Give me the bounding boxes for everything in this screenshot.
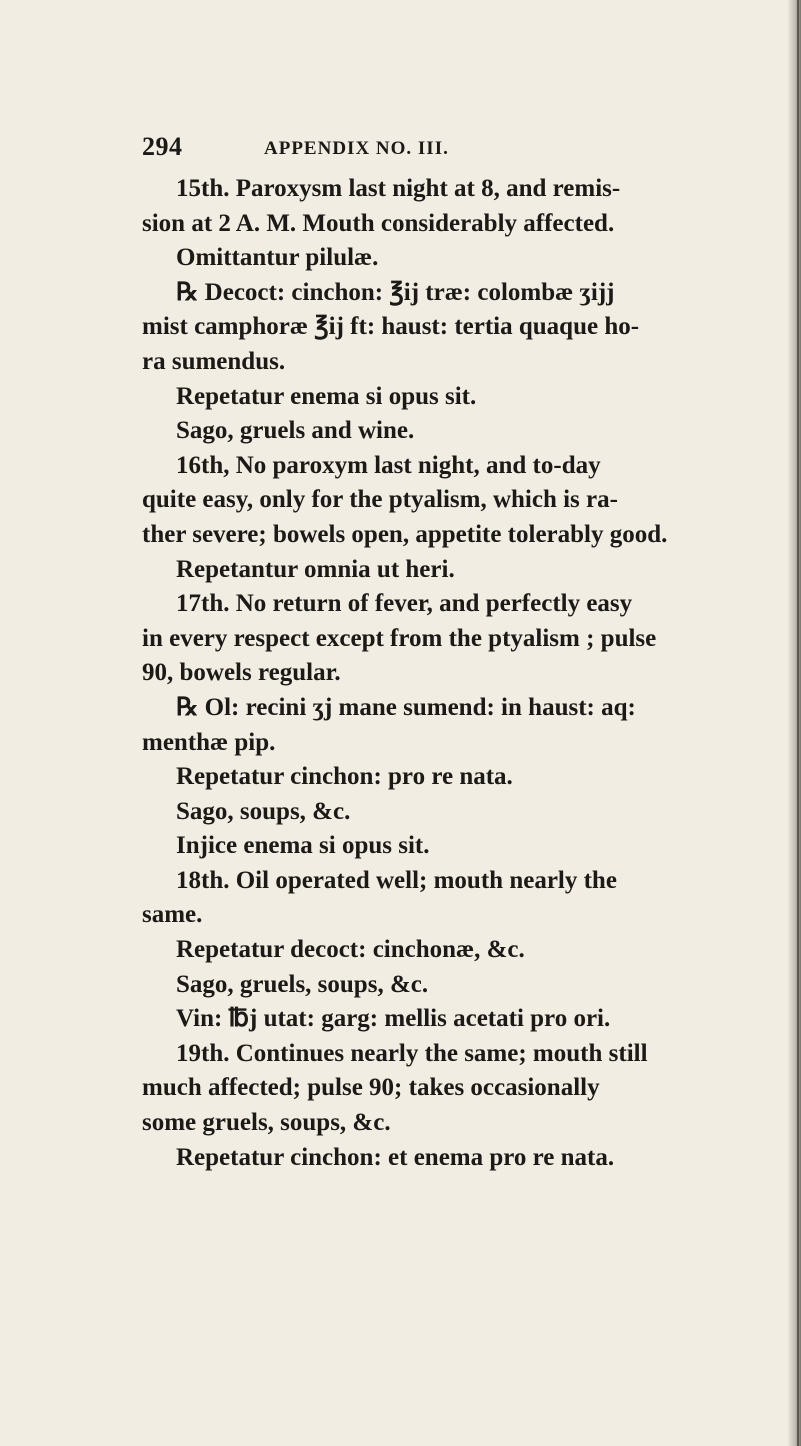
page-binding-shadow: [787, 0, 801, 1446]
prescription-line: ℞ Decoct: cinchon: ℥ij træ: colombæ ʒijj: [176, 278, 615, 306]
text-line: in every respect except from the ptyalism ; pulse: [142, 624, 657, 652]
text-line: Repetatur decoct: cinchonæ, &c.: [176, 936, 525, 964]
text-line: some gruels, soups, &c.: [142, 1109, 391, 1137]
text-line-19th-entry: 19th. Continues nearly the same; mouth still: [176, 1039, 648, 1067]
running-head: APPENDIX NO. III.: [264, 138, 449, 159]
text-line: Repetatur enema si opus sit.: [176, 382, 477, 410]
text-line: ra sumendus.: [142, 347, 286, 375]
text-line-16th-entry: 16th, No paroxym last night, and to-day: [176, 451, 601, 479]
text-line: same.: [142, 901, 203, 929]
text-line-15th-entry: 15th. Paroxysm last night at 8, and remis-: [176, 175, 621, 202]
text-line: quite easy, only for the ptyalism, which is ra-: [142, 486, 618, 514]
text-body: [142, 172, 742, 1175]
text-line: Repetatur cinchon: et enema pro re nata.: [176, 1143, 615, 1171]
text-line: Sago, soups, &c.: [176, 797, 351, 825]
page-number: 294: [142, 132, 183, 161]
text-line: Omittantur pilulæ.: [176, 244, 379, 272]
text-line: Repetatur cinchon: pro re nata.: [176, 763, 513, 791]
text-line: much affected; pulse 90; takes occasionally: [142, 1074, 600, 1102]
text-line: menthæ pip.: [142, 728, 276, 756]
text-line: Vin: ℔j utat: garg: mellis acetati pro ori.: [176, 1005, 611, 1033]
prescription-line: ℞ Ol: recini ʒj mane sumend: in haust: aq:: [176, 693, 636, 721]
text-line: mist camphoræ ℥ij ft: haust: tertia quaque ho-: [142, 313, 640, 341]
text-line-17th-entry: 17th. No return of fever, and perfectly easy: [176, 590, 633, 618]
page-header: [142, 132, 702, 172]
text-line: Injice enema si opus sit.: [176, 832, 430, 860]
text-line: Sago, gruels and wine.: [176, 417, 415, 445]
text-line-18th-entry: 18th. Oil operated well; mouth nearly the: [176, 866, 617, 894]
text-line: 90, bowels regular.: [142, 659, 341, 687]
text-line: ther severe; bowels open, appetite tolerably good.: [142, 520, 668, 548]
text-line: Sago, gruels, soups, &c.: [176, 970, 429, 998]
text-line: Repetantur omnia ut heri.: [176, 555, 455, 583]
text-line: sion at 2 A. M. Mouth considerably affected.: [142, 209, 615, 237]
